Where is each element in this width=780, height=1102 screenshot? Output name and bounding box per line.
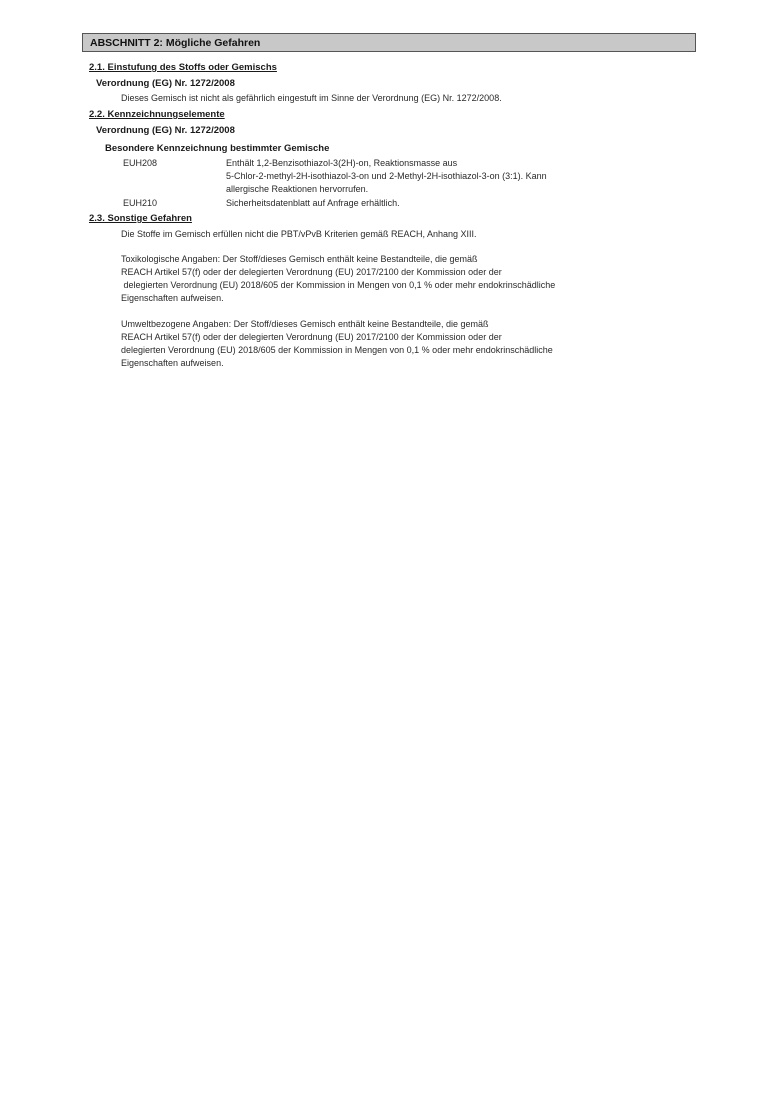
subsection-heading-2-3: 2.3. Sonstige Gefahren: [89, 213, 192, 224]
hazard-statement-line: 5-Chlor-2-methyl-2H-isothiazol-3-on und 2-Methyl-2H-isothiazol-3-on (3:1). Kann: [226, 171, 547, 181]
special-labelling-heading: Besondere Kennzeichnung bestimmter Gemische: [105, 143, 330, 154]
paragraph-line: Eigenschaften aufweisen.: [121, 358, 224, 368]
paragraph-line: delegierten Verordnung (EU) 2018/605 der Kommission in Mengen von 0,1 % oder mehr endokrinschädliche: [121, 280, 556, 290]
paragraph-line: REACH Artikel 57(f) oder der delegierten Verordnung (EU) 2017/2100 der Kommission oder der: [121, 332, 502, 342]
toxicological-paragraph: [121, 253, 555, 305]
paragraph-line: delegierten Verordnung (EU) 2018/605 der Kommission in Mengen von 0,1 % oder mehr endokrinschädliche: [121, 345, 553, 355]
environmental-paragraph: [121, 318, 553, 370]
paragraph-line: Toxikologische Angaben: Der Stoff/dieses Gemisch enthält keine Bestandteile, die gemäß: [121, 254, 478, 264]
classification-text: Dieses Gemisch ist nicht als gefährlich eingestuft im Sinne der Verordnung (EG) Nr. 1272/2008.: [121, 93, 502, 103]
pbt-statement: Die Stoffe im Gemisch erfüllen nicht die PBT/vPvB Kriterien gemäß REACH, Anhang XIII.: [121, 229, 477, 239]
section-header-bar: [82, 33, 696, 52]
hazard-code: EUH208: [123, 158, 158, 168]
subsection-heading-2-2: 2.2. Kennzeichnungselemente: [89, 109, 225, 120]
hazard-code: EUH210: [123, 198, 158, 208]
regulation-label-2-1: Verordnung (EG) Nr. 1272/2008: [96, 78, 235, 89]
hazard-statement-line: Enthält 1,2-Benzisothiazol-3(2H)-on, Reaktionsmasse aus: [226, 158, 458, 168]
hazard-statement: [226, 157, 547, 196]
paragraph-line: REACH Artikel 57(f) oder der delegierten Verordnung (EU) 2017/2100 der Kommission oder der: [121, 267, 502, 277]
paragraph-line: Umweltbezogene Angaben: Der Stoff/dieses Gemisch enthält keine Bestandteile, die gemäß: [121, 319, 489, 329]
section-title: ABSCHNITT 2: Mögliche Gefahren: [90, 37, 261, 49]
hazard-statement-line: allergische Reaktionen hervorrufen.: [226, 184, 369, 194]
subsection-heading-2-1: 2.1. Einstufung des Stoffs oder Gemischs: [89, 62, 277, 73]
paragraph-line: Eigenschaften aufweisen.: [121, 293, 224, 303]
hazard-statement: Sicherheitsdatenblatt auf Anfrage erhältlich.: [226, 198, 400, 208]
regulation-label-2-2: Verordnung (EG) Nr. 1272/2008: [96, 125, 235, 136]
